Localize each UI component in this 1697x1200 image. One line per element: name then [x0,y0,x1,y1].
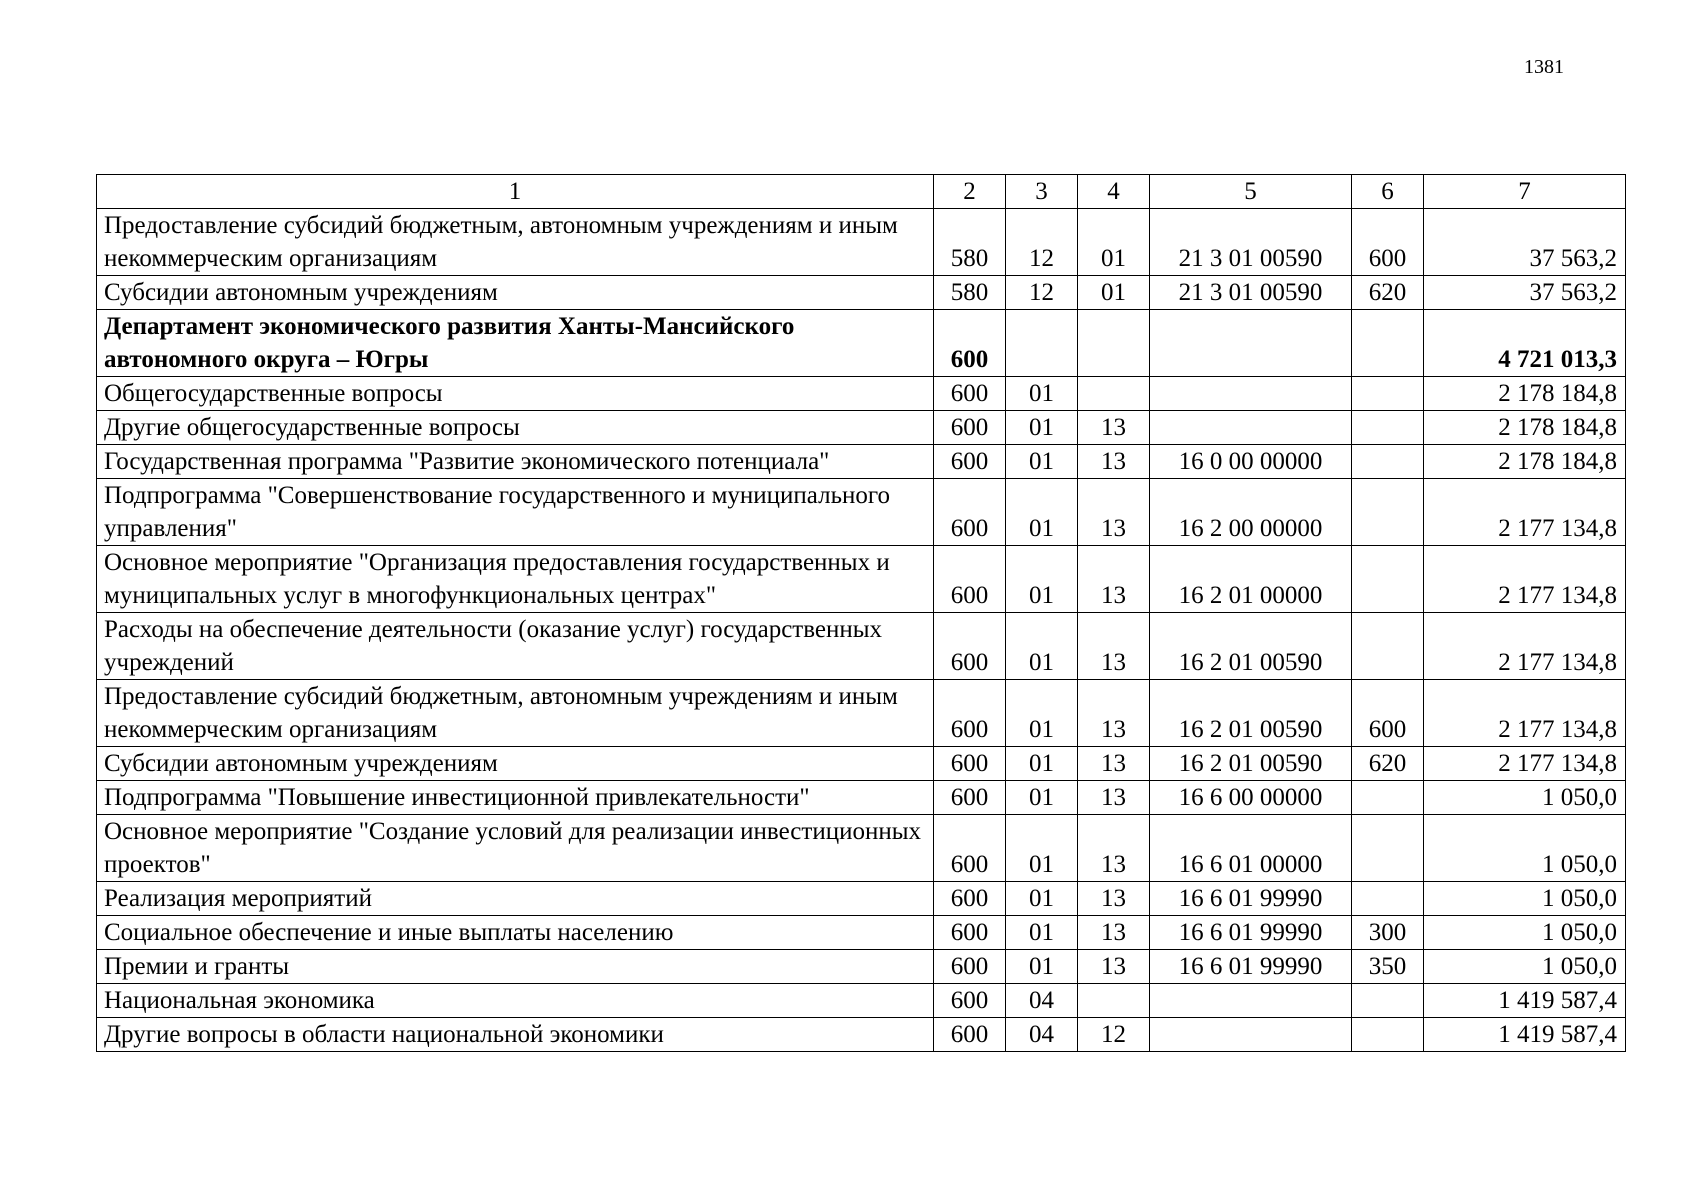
table-row [97,377,1626,411]
row-admin-code-cell: 600 [934,613,1006,680]
row-amount-cell: 2 177 134,8 [1424,613,1626,680]
row-subsection-cell: 13 [1078,411,1150,445]
row-amount-cell: 2 178 184,8 [1424,377,1626,411]
row-target-article-cell [1150,984,1352,1018]
row-name-cell: Реализация мероприятий [97,882,934,916]
row-expense-type-cell [1352,546,1424,613]
row-subsection-cell: 13 [1078,950,1150,984]
row-target-article-cell: 16 6 01 99990 [1150,882,1352,916]
row-target-article-cell [1150,1018,1352,1052]
row-admin-code-cell: 600 [934,882,1006,916]
row-name-cell: Субсидии автономным учреждениям [97,747,934,781]
row-subsection-cell: 13 [1078,680,1150,747]
row-target-article-cell: 16 2 01 00590 [1150,613,1352,680]
row-name-cell: Департамент экономического развития Ханты-Мансийского автономного округа – Югры [97,310,934,377]
row-target-article-cell: 16 6 01 99990 [1150,950,1352,984]
row-section-cell: 01 [1006,680,1078,747]
row-amount-cell: 37 563,2 [1424,209,1626,276]
table-row [97,747,1626,781]
row-expense-type-cell: 300 [1352,916,1424,950]
row-expense-type-cell [1352,613,1424,680]
row-target-article-cell: 16 2 01 00590 [1150,747,1352,781]
row-name-cell: Основное мероприятие "Организация предоставления государственных и муниципальных услуг в многофункциональных центрах" [97,546,934,613]
row-expense-type-cell [1352,1018,1424,1052]
row-amount-cell: 2 177 134,8 [1424,546,1626,613]
row-subsection-cell: 13 [1078,781,1150,815]
row-amount-cell: 4 721 013,3 [1424,310,1626,377]
row-amount-cell: 2 177 134,8 [1424,479,1626,546]
row-name-cell: Социальное обеспечение и иные выплаты населению [97,916,934,950]
table-body [97,209,1626,1052]
table-row [97,916,1626,950]
row-subsection-cell: 01 [1078,276,1150,310]
row-target-article-cell: 16 2 01 00000 [1150,546,1352,613]
row-section-cell: 01 [1006,747,1078,781]
row-section-cell: 01 [1006,815,1078,882]
row-name-cell: Предоставление субсидий бюджетным, автономным учреждениям и иным некоммерческим организациям [97,680,934,747]
row-section-cell: 01 [1006,950,1078,984]
row-admin-code-cell: 600 [934,377,1006,411]
row-admin-code-cell: 600 [934,546,1006,613]
row-subsection-cell: 13 [1078,479,1150,546]
row-admin-code-cell: 580 [934,209,1006,276]
row-name-cell: Субсидии автономным учреждениям [97,276,934,310]
row-admin-code-cell: 600 [934,916,1006,950]
row-amount-cell: 2 177 134,8 [1424,680,1626,747]
row-name-cell: Другие вопросы в области национальной экономики [97,1018,934,1052]
table-row [97,815,1626,882]
table-row [97,1018,1626,1052]
row-name-cell: Другие общегосударственные вопросы [97,411,934,445]
row-admin-code-cell: 600 [934,950,1006,984]
row-expense-type-cell [1352,479,1424,546]
row-name-cell: Подпрограмма "Совершенствование государственного и муниципального управления" [97,479,934,546]
row-target-article-cell: 16 6 01 00000 [1150,815,1352,882]
row-name-cell: Общегосударственные вопросы [97,377,934,411]
row-section-cell: 04 [1006,984,1078,1018]
row-subsection-cell: 13 [1078,815,1150,882]
row-amount-cell: 2 177 134,8 [1424,747,1626,781]
row-target-article-cell: 16 2 01 00590 [1150,680,1352,747]
row-subsection-cell: 13 [1078,747,1150,781]
row-admin-code-cell: 600 [934,815,1006,882]
row-amount-cell: 1 050,0 [1424,950,1626,984]
row-section-cell: 01 [1006,445,1078,479]
page-number: 1381 [1524,56,1564,78]
column-header: 6 [1352,175,1424,209]
table-row [97,445,1626,479]
row-expense-type-cell: 620 [1352,276,1424,310]
column-header: 4 [1078,175,1150,209]
row-expense-type-cell: 600 [1352,209,1424,276]
row-amount-cell: 2 178 184,8 [1424,445,1626,479]
row-amount-cell: 1 050,0 [1424,781,1626,815]
row-admin-code-cell: 600 [934,781,1006,815]
table-row [97,479,1626,546]
row-target-article-cell: 16 6 01 99990 [1150,916,1352,950]
row-admin-code-cell: 600 [934,310,1006,377]
row-section-cell: 04 [1006,1018,1078,1052]
row-expense-type-cell [1352,781,1424,815]
row-amount-cell: 2 178 184,8 [1424,411,1626,445]
table-row [97,310,1626,377]
row-name-cell: Предоставление субсидий бюджетным, автономным учреждениям и иным некоммерческим организациям [97,209,934,276]
budget-table [96,174,1626,1052]
row-admin-code-cell: 600 [934,1018,1006,1052]
row-target-article-cell: 16 0 00 00000 [1150,445,1352,479]
row-admin-code-cell: 600 [934,747,1006,781]
row-admin-code-cell: 580 [934,276,1006,310]
table-row [97,680,1626,747]
row-target-article-cell [1150,310,1352,377]
row-subsection-cell [1078,984,1150,1018]
row-name-cell: Государственная программа "Развитие экономического потенциала" [97,445,934,479]
row-amount-cell: 37 563,2 [1424,276,1626,310]
row-name-cell: Подпрограмма "Повышение инвестиционной привлекательности" [97,781,934,815]
table-row [97,546,1626,613]
row-section-cell: 01 [1006,613,1078,680]
table-row [97,781,1626,815]
table-row [97,613,1626,680]
row-target-article-cell [1150,411,1352,445]
row-section-cell: 12 [1006,209,1078,276]
row-target-article-cell [1150,377,1352,411]
row-expense-type-cell [1352,310,1424,377]
row-amount-cell: 1 419 587,4 [1424,1018,1626,1052]
row-expense-type-cell [1352,984,1424,1018]
row-admin-code-cell: 600 [934,445,1006,479]
row-amount-cell: 1 050,0 [1424,815,1626,882]
row-expense-type-cell: 620 [1352,747,1424,781]
row-admin-code-cell: 600 [934,411,1006,445]
row-target-article-cell: 21 3 01 00590 [1150,276,1352,310]
row-expense-type-cell [1352,377,1424,411]
row-section-cell: 01 [1006,916,1078,950]
row-expense-type-cell [1352,411,1424,445]
table-row [97,882,1626,916]
header-row [97,175,1626,209]
row-amount-cell: 1 050,0 [1424,916,1626,950]
row-admin-code-cell: 600 [934,984,1006,1018]
column-header: 5 [1150,175,1352,209]
row-subsection-cell: 12 [1078,1018,1150,1052]
row-subsection-cell: 13 [1078,613,1150,680]
row-expense-type-cell: 350 [1352,950,1424,984]
column-header: 1 [97,175,934,209]
row-expense-type-cell [1352,815,1424,882]
column-header: 7 [1424,175,1626,209]
row-subsection-cell: 13 [1078,882,1150,916]
table-row [97,411,1626,445]
row-admin-code-cell: 600 [934,680,1006,747]
row-section-cell: 12 [1006,276,1078,310]
row-section-cell: 01 [1006,479,1078,546]
row-section-cell: 01 [1006,882,1078,916]
column-header: 2 [934,175,1006,209]
row-expense-type-cell [1352,445,1424,479]
row-target-article-cell: 16 2 00 00000 [1150,479,1352,546]
row-amount-cell: 1 050,0 [1424,882,1626,916]
row-section-cell: 01 [1006,781,1078,815]
row-expense-type-cell: 600 [1352,680,1424,747]
row-target-article-cell: 21 3 01 00590 [1150,209,1352,276]
row-target-article-cell: 16 6 00 00000 [1150,781,1352,815]
row-admin-code-cell: 600 [934,479,1006,546]
row-expense-type-cell [1352,882,1424,916]
table-row [97,209,1626,276]
table-row [97,950,1626,984]
table-row [97,276,1626,310]
row-subsection-cell: 13 [1078,546,1150,613]
row-amount-cell: 1 419 587,4 [1424,984,1626,1018]
row-section-cell: 01 [1006,411,1078,445]
row-name-cell: Национальная экономика [97,984,934,1018]
row-subsection-cell: 13 [1078,916,1150,950]
row-subsection-cell: 13 [1078,445,1150,479]
row-section-cell: 01 [1006,546,1078,613]
row-subsection-cell: 01 [1078,209,1150,276]
column-header: 3 [1006,175,1078,209]
table-row [97,984,1626,1018]
row-section-cell: 01 [1006,377,1078,411]
row-name-cell: Расходы на обеспечение деятельности (оказание услуг) государственных учреждений [97,613,934,680]
row-subsection-cell [1078,377,1150,411]
row-name-cell: Основное мероприятие "Создание условий для реализации инвестиционных проектов" [97,815,934,882]
row-section-cell [1006,310,1078,377]
row-name-cell: Премии и гранты [97,950,934,984]
row-subsection-cell [1078,310,1150,377]
